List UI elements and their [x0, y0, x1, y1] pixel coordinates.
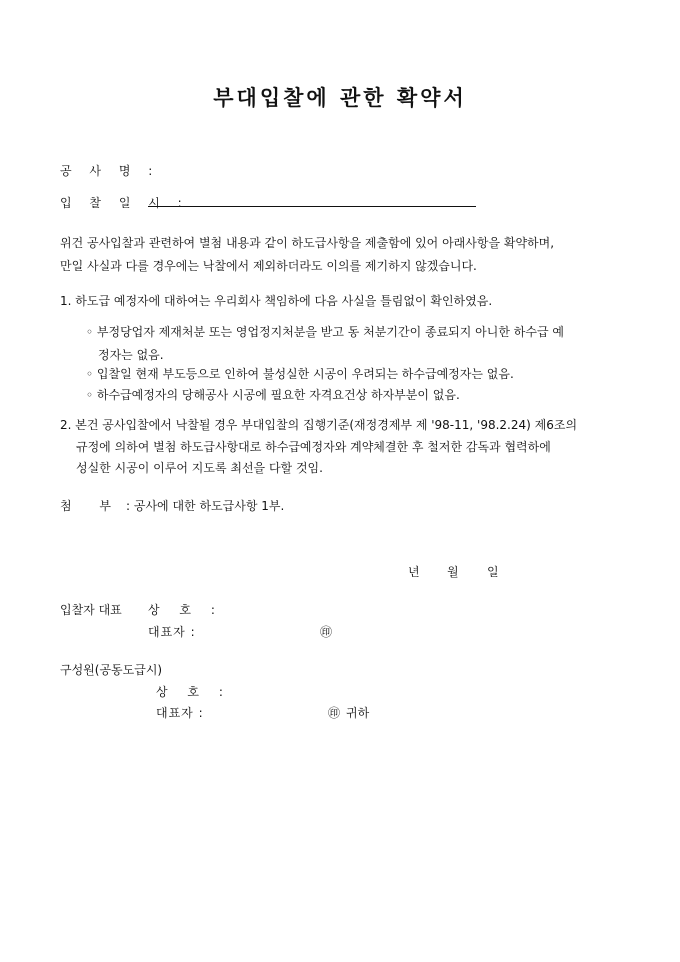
item-2-line-3: 성실한 시공이 이루어 지도록 최선을 다할 것임. — [76, 461, 323, 475]
member-rep-label: 대표자 : — [156, 706, 204, 720]
date-year: 년 — [408, 565, 420, 579]
item-1-bullet-1-line-2: 정자는 없음. — [98, 348, 164, 362]
item-2-line-2: 규정에 의하여 별첨 하도급사항대로 하수급예정자와 계약체결한 후 철저한 감독과 협력하에 — [76, 440, 551, 454]
attachment-label: 첨 부 — [60, 499, 123, 513]
item-1-text: 1. 하도급 예정자에 대하여는 우리회사 책임하에 다음 사실을 틀림없이 확인하였음. — [60, 294, 493, 308]
date-month: 월 — [447, 565, 459, 579]
attachment-text: : 공사에 대한 하도급사항 1부. — [126, 499, 285, 513]
item-1-bullet-1-line-1: ◦ 부정당업자 제재처분 또는 영업정지처분을 받고 동 처분기간이 종료되지 아니한 하수급 예 — [86, 325, 564, 339]
item-1-bullet-2: ◦ 입찰일 현재 부도등으로 인하여 불성실한 시공이 우려되는 하수급예정자는 없음. — [86, 367, 514, 381]
intro-line-2: 만일 사실과 다를 경우에는 낙찰에서 제외하더라도 이의를 제기하지 않겠습니다. — [60, 259, 477, 273]
intro-line-1: 위건 공사입찰과 관련하여 별첨 내용과 같이 하도급사항을 제출함에 있어 아래사항을 확약하며, — [60, 236, 555, 250]
bid-date-label: 입 찰 일 시 : — [60, 196, 189, 210]
bid-date-underline — [148, 206, 476, 207]
bidder-trade-label: 상 호 : — [148, 603, 223, 617]
addressee-honorific: 귀하 — [346, 706, 370, 720]
item-2-line-1: 2. 본건 공사입찰에서 낙찰될 경우 부대입찰의 집행기준(재정경제부 제 '98-11, '98.2.24) 제6조의 — [60, 418, 578, 432]
member-seal-mark: ㊞ — [328, 706, 341, 720]
bidder-rep-label: 대표자 : — [148, 625, 196, 639]
bidder-heading: 입찰자 대표 — [60, 603, 122, 617]
member-heading: 구성원(공동도급시) — [60, 663, 163, 677]
document-title: 부대입찰에 관한 확약서 — [213, 85, 467, 110]
member-trade-label: 상 호 : — [156, 685, 231, 699]
date-day: 일 — [487, 565, 499, 579]
item-1-bullet-3: ◦ 하수급예정자의 당해공사 시공에 필요한 자격요건상 하자부분이 없음. — [86, 388, 460, 402]
project-name-label: 공 사 명 : — [60, 164, 160, 178]
bidder-seal-mark: ㊞ — [320, 625, 333, 639]
